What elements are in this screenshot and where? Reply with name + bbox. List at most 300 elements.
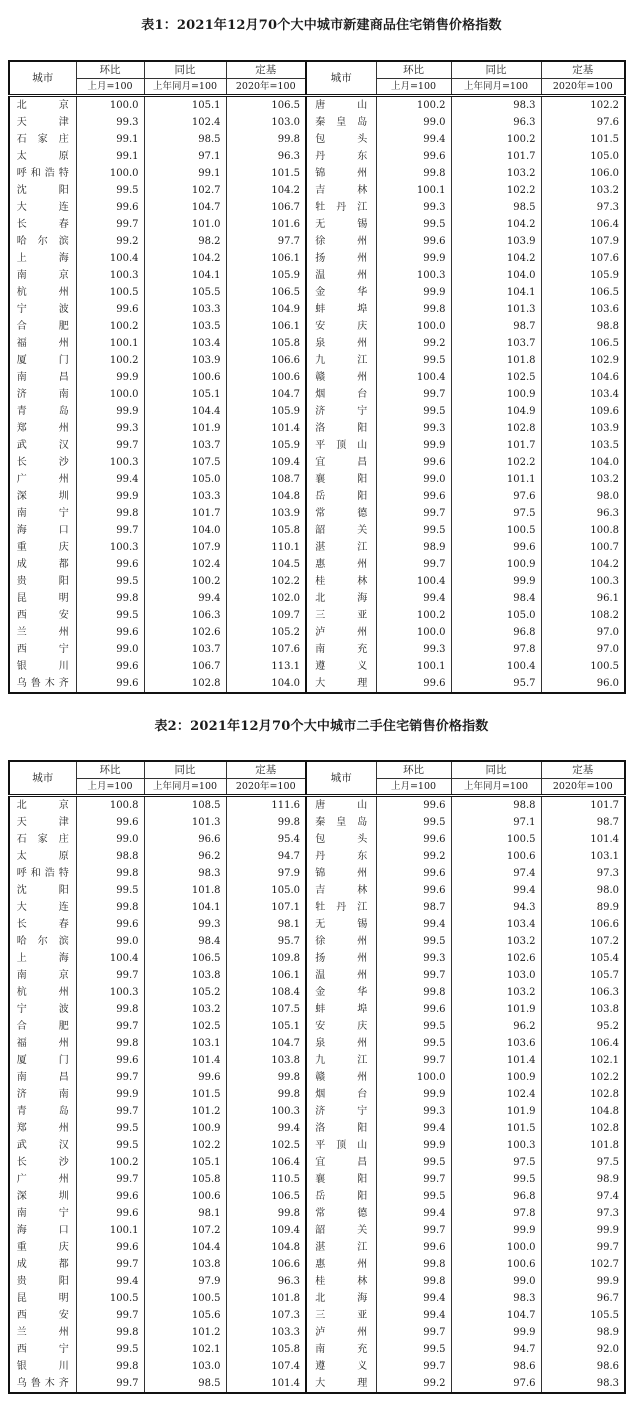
city-name: 广州: [16, 473, 69, 485]
index-yoy-value: 98.5: [451, 199, 541, 216]
index-mom-value: 100.5: [76, 1290, 144, 1307]
city-name-cell: [9, 352, 76, 369]
city-name: 遵义: [315, 660, 368, 672]
city-name: 西宁: [16, 643, 69, 655]
index-yoy-value: 106.5: [144, 950, 226, 967]
header-yoy: 同比: [144, 61, 226, 79]
city-name: 洛阳: [315, 1122, 368, 1134]
city-name-cell: [9, 658, 76, 675]
city-name: 济南: [16, 1088, 69, 1100]
index-mom-value: 99.9: [376, 1086, 451, 1103]
city-name-cell: [306, 522, 376, 539]
index-yoy-value: 98.1: [144, 1205, 226, 1222]
city-name-cell: [306, 641, 376, 658]
index-yoy-value: 103.3: [144, 301, 226, 318]
index-base-value: 107.4: [226, 1358, 306, 1375]
index-yoy-value: 100.3: [451, 1137, 541, 1154]
city-name: 金华: [315, 286, 368, 298]
city-name-cell: [306, 1273, 376, 1290]
city-name-cell: [9, 539, 76, 556]
city-name-cell: [9, 916, 76, 933]
index-yoy-value: 101.7: [451, 148, 541, 165]
city-name: 大理: [315, 677, 368, 689]
index-yoy-value: 105.5: [144, 284, 226, 301]
index-mom-value: 99.4: [376, 131, 451, 148]
city-name: 长春: [16, 918, 69, 930]
index-mom-value: 100.3: [76, 539, 144, 556]
index-yoy-value: 105.0: [144, 471, 226, 488]
index-mom-value: 99.4: [376, 916, 451, 933]
index-base-value: 104.9: [226, 301, 306, 318]
city-name-cell: [306, 165, 376, 182]
index-mom-value: 99.7: [76, 967, 144, 984]
index-base-value: 97.4: [541, 1188, 625, 1205]
city-name-cell: [306, 96, 376, 115]
city-name-cell: [9, 199, 76, 216]
index-base-value: 104.7: [226, 1035, 306, 1052]
city-name: 北京: [16, 99, 69, 111]
city-name-cell: [306, 1103, 376, 1120]
city-name: 南宁: [16, 507, 69, 519]
city-name: 平顶山: [315, 1139, 368, 1151]
city-name-cell: [9, 984, 76, 1001]
index-mom-value: 99.0: [376, 471, 451, 488]
city-name-cell: [9, 1069, 76, 1086]
city-name: 湛江: [315, 541, 368, 553]
index-base-value: 98.6: [541, 1358, 625, 1375]
index-yoy-value: 96.8: [451, 624, 541, 641]
index-base-value: 97.5: [541, 1154, 625, 1171]
city-name: 丹东: [315, 150, 368, 162]
city-name-cell: [306, 369, 376, 386]
city-name: 泉州: [315, 1037, 368, 1049]
table-row: [9, 796, 625, 815]
city-name-cell: [306, 233, 376, 250]
index-base-value: 104.2: [226, 182, 306, 199]
index-base-value: 104.0: [226, 675, 306, 693]
index-yoy-value: 100.2: [144, 573, 226, 590]
index-mom-value: 99.4: [76, 471, 144, 488]
index-yoy-value: 103.4: [144, 335, 226, 352]
index-mom-value: 99.5: [376, 522, 451, 539]
index-yoy-value: 97.8: [451, 641, 541, 658]
index-mom-value: 100.3: [76, 454, 144, 471]
index-yoy-value: 97.5: [451, 1154, 541, 1171]
index-yoy-value: 102.4: [144, 556, 226, 573]
index-mom-value: 99.9: [376, 1137, 451, 1154]
index-base-value: 109.4: [226, 454, 306, 471]
city-name-cell: [9, 1222, 76, 1239]
index-base-value: 108.7: [226, 471, 306, 488]
city-name: 呼和浩特: [16, 867, 69, 879]
index-yoy-value: 100.9: [144, 1120, 226, 1137]
index-yoy-value: 101.4: [451, 1052, 541, 1069]
index-mom-value: 99.7: [76, 1069, 144, 1086]
header-yoy-sub: 上年同月=100: [144, 779, 226, 796]
header-base: 定基: [226, 61, 306, 79]
city-name: 海口: [16, 1224, 69, 1236]
index-base-value: 106.5: [541, 284, 625, 301]
index-mom-value: 100.0: [376, 318, 451, 335]
city-name-cell: [306, 556, 376, 573]
city-name: 无锡: [315, 218, 368, 230]
index-yoy-value: 104.4: [144, 1239, 226, 1256]
index-yoy-value: 101.7: [451, 437, 541, 454]
index-yoy-value: 96.8: [451, 1188, 541, 1205]
city-name: 秦皇岛: [315, 116, 368, 128]
table-row: [9, 573, 625, 590]
index-yoy-value: 101.5: [144, 1086, 226, 1103]
city-name: 济宁: [315, 405, 368, 417]
table-row: [9, 916, 625, 933]
city-name: 石家庄: [16, 833, 69, 845]
index-yoy-value: 104.0: [144, 522, 226, 539]
city-name: 西宁: [16, 1343, 69, 1355]
index-base-value: 99.8: [226, 1069, 306, 1086]
city-name: 乌鲁木齐: [16, 677, 69, 689]
index-mom-value: 99.8: [376, 165, 451, 182]
index-yoy-value: 101.3: [451, 301, 541, 318]
city-name: 惠州: [315, 558, 368, 570]
city-name-cell: [306, 335, 376, 352]
index-mom-value: 99.6: [76, 301, 144, 318]
index-mom-value: 99.3: [376, 420, 451, 437]
table-row: [9, 1205, 625, 1222]
index-mom-value: 99.5: [376, 1018, 451, 1035]
index-base-value: 97.0: [541, 641, 625, 658]
city-name-cell: [9, 233, 76, 250]
index-base-value: 100.5: [541, 658, 625, 675]
index-mom-value: 99.6: [76, 624, 144, 641]
index-yoy-value: 102.2: [144, 1137, 226, 1154]
index-base-value: 97.6: [541, 114, 625, 131]
table-row: [9, 624, 625, 641]
table-row: [9, 182, 625, 199]
city-name: 厦门: [16, 1054, 69, 1066]
index-yoy-value: 102.8: [144, 675, 226, 693]
index-yoy-value: 98.3: [144, 865, 226, 882]
index-mom-value: 99.1: [76, 148, 144, 165]
city-name-cell: [306, 950, 376, 967]
index-yoy-value: 101.9: [451, 1103, 541, 1120]
index-mom-value: 100.0: [76, 386, 144, 403]
city-name: 三亚: [315, 609, 368, 621]
index-yoy-value: 101.9: [144, 420, 226, 437]
city-name: 烟台: [315, 388, 368, 400]
table-row: [9, 814, 625, 831]
city-name-cell: [9, 1001, 76, 1018]
index-base-value: 105.8: [226, 1341, 306, 1358]
index-base-value: 106.1: [226, 967, 306, 984]
city-name: 襄阳: [315, 473, 368, 485]
index-yoy-value: 103.2: [451, 933, 541, 950]
index-base-value: 92.0: [541, 1341, 625, 1358]
index-yoy-value: 105.1: [144, 386, 226, 403]
index-base-value: 97.9: [226, 865, 306, 882]
index-yoy-value: 94.3: [451, 899, 541, 916]
table-row: [9, 899, 625, 916]
table-row: [9, 471, 625, 488]
index-yoy-value: 100.9: [451, 386, 541, 403]
index-mom-value: 99.6: [76, 1205, 144, 1222]
header-base: 定基: [226, 761, 306, 779]
index-base-value: 106.6: [226, 352, 306, 369]
city-name-cell: [9, 796, 76, 815]
city-name: 宁波: [16, 303, 69, 315]
index-yoy-value: 98.3: [451, 96, 541, 115]
city-name: 遵义: [315, 1360, 368, 1372]
index-yoy-value: 99.6: [144, 1069, 226, 1086]
index-mom-value: 99.7: [376, 556, 451, 573]
index-mom-value: 99.9: [76, 488, 144, 505]
city-name-cell: [306, 1069, 376, 1086]
index-mom-value: 99.8: [76, 1358, 144, 1375]
city-name: 昆明: [16, 592, 69, 604]
index-base-value: 101.5: [226, 165, 306, 182]
city-name: 岳阳: [315, 1190, 368, 1202]
index-mom-value: 99.3: [76, 114, 144, 131]
index-yoy-value: 101.2: [144, 1103, 226, 1120]
index-yoy-value: 98.8: [451, 796, 541, 815]
index-yoy-value: 103.2: [144, 1001, 226, 1018]
index-base-value: 104.7: [226, 386, 306, 403]
city-name-cell: [9, 950, 76, 967]
city-name: 九江: [315, 1054, 368, 1066]
index-yoy-value: 99.3: [144, 916, 226, 933]
index-base-value: 103.9: [541, 420, 625, 437]
index-base-value: 109.4: [226, 1222, 306, 1239]
index-mom-value: 100.0: [76, 96, 144, 115]
city-name: 赣州: [315, 371, 368, 383]
index-base-value: 96.7: [541, 1290, 625, 1307]
index-yoy-value: 104.9: [451, 403, 541, 420]
index-mom-value: 100.0: [376, 624, 451, 641]
index-base-value: 96.3: [541, 505, 625, 522]
header-base-sub: 2020年=100: [226, 79, 306, 96]
city-name: 北海: [315, 592, 368, 604]
index-mom-value: 98.9: [376, 539, 451, 556]
city-name-cell: [306, 1018, 376, 1035]
city-name-cell: [9, 1120, 76, 1137]
city-name: 福州: [16, 337, 69, 349]
index-mom-value: 100.8: [76, 796, 144, 815]
city-name: 哈尔滨: [16, 235, 69, 247]
city-name-cell: [306, 1239, 376, 1256]
index-mom-value: 99.6: [76, 658, 144, 675]
index-yoy-value: 96.6: [144, 831, 226, 848]
index-mom-value: 100.2: [376, 96, 451, 115]
index-base-value: 102.2: [541, 1069, 625, 1086]
index-base-value: 106.1: [226, 318, 306, 335]
index-mom-value: 99.6: [76, 916, 144, 933]
city-name-cell: [306, 114, 376, 131]
city-name: 天津: [16, 116, 69, 128]
table-row: [9, 335, 625, 352]
index-base-value: 106.5: [541, 335, 625, 352]
table-row: [9, 318, 625, 335]
index-mom-value: 99.8: [376, 1273, 451, 1290]
index-mom-value: 99.9: [76, 369, 144, 386]
index-mom-value: 99.6: [376, 882, 451, 899]
index-base-value: 103.8: [541, 1001, 625, 1018]
table-row: [9, 1035, 625, 1052]
index-yoy-value: 103.2: [451, 984, 541, 1001]
index-yoy-value: 100.6: [144, 369, 226, 386]
city-name-cell: [9, 590, 76, 607]
index-mom-value: 99.4: [376, 590, 451, 607]
table-row: [9, 1239, 625, 1256]
index-mom-value: 99.5: [376, 1154, 451, 1171]
header-mom-sub: 上月=100: [376, 779, 451, 796]
index-yoy-value: 103.4: [451, 916, 541, 933]
index-base-value: 95.4: [226, 831, 306, 848]
header-row-main: [9, 761, 625, 779]
city-name: 石家庄: [16, 133, 69, 145]
table-row: [9, 267, 625, 284]
index-yoy-value: 104.7: [144, 199, 226, 216]
index-mom-value: 100.0: [376, 1069, 451, 1086]
index-mom-value: 99.5: [76, 182, 144, 199]
city-name-cell: [9, 488, 76, 505]
city-name-cell: [306, 865, 376, 882]
index-mom-value: 99.6: [376, 1239, 451, 1256]
index-yoy-value: 100.4: [451, 658, 541, 675]
index-base-value: 106.4: [541, 216, 625, 233]
table-row: [9, 848, 625, 865]
city-name: 桂林: [315, 1275, 368, 1287]
city-name: 秦皇岛: [315, 816, 368, 828]
city-name-cell: [9, 1154, 76, 1171]
city-name: 大连: [16, 901, 69, 913]
index-yoy-value: 104.1: [144, 899, 226, 916]
city-name: 呼和浩特: [16, 167, 69, 179]
index-base-value: 99.8: [226, 1086, 306, 1103]
index-base-value: 97.0: [541, 624, 625, 641]
table-row: [9, 539, 625, 556]
city-name-cell: [9, 967, 76, 984]
city-name-cell: [306, 831, 376, 848]
city-name-cell: [9, 216, 76, 233]
index-yoy-value: 98.2: [144, 233, 226, 250]
header-mom-sub: 上月=100: [76, 779, 144, 796]
header-yoy: 同比: [144, 761, 226, 779]
table-row: [9, 658, 625, 675]
index-mom-value: 99.6: [376, 454, 451, 471]
index-yoy-value: 98.7: [451, 318, 541, 335]
city-name: 兰州: [16, 1326, 69, 1338]
index-base-value: 97.3: [541, 199, 625, 216]
index-yoy-value: 100.5: [144, 1290, 226, 1307]
header-yoy-sub: 上年同月=100: [451, 779, 541, 796]
index-yoy-value: 104.7: [451, 1307, 541, 1324]
city-name-cell: [9, 1375, 76, 1393]
index-mom-value: 99.5: [376, 1341, 451, 1358]
index-yoy-value: 98.6: [451, 1358, 541, 1375]
city-name: 青岛: [16, 1105, 69, 1117]
city-name: 合肥: [16, 320, 69, 332]
table-row: [9, 420, 625, 437]
city-name-cell: [9, 284, 76, 301]
index-yoy-value: 100.5: [451, 522, 541, 539]
index-yoy-value: 103.2: [451, 165, 541, 182]
city-name: 桂林: [315, 575, 368, 587]
city-name-cell: [9, 675, 76, 693]
index-base-value: 97.7: [226, 233, 306, 250]
index-mom-value: 99.7: [76, 1256, 144, 1273]
city-name: 韶关: [315, 1224, 368, 1236]
index-base-value: 99.8: [226, 1205, 306, 1222]
index-yoy-value: 97.6: [451, 1375, 541, 1393]
table-row: [9, 216, 625, 233]
table-row: [9, 505, 625, 522]
city-name-cell: [9, 1188, 76, 1205]
city-name-cell: [9, 1341, 76, 1358]
index-base-value: 98.0: [541, 882, 625, 899]
city-name-cell: [306, 1341, 376, 1358]
city-name-cell: [9, 1103, 76, 1120]
index-mom-value: 99.4: [376, 1307, 451, 1324]
index-yoy-value: 107.5: [144, 454, 226, 471]
index-yoy-value: 101.3: [144, 814, 226, 831]
city-name-cell: [9, 250, 76, 267]
index-yoy-value: 104.1: [451, 284, 541, 301]
city-name-cell: [306, 267, 376, 284]
index-mom-value: 99.7: [376, 505, 451, 522]
index-yoy-value: 105.8: [144, 1171, 226, 1188]
city-name-cell: [9, 1052, 76, 1069]
index-base-value: 105.8: [226, 335, 306, 352]
table-row: [9, 114, 625, 131]
table-row: [9, 984, 625, 1001]
index-yoy-value: 104.1: [144, 267, 226, 284]
index-yoy-value: 98.5: [144, 131, 226, 148]
city-name-cell: [306, 1086, 376, 1103]
index-yoy-value: 98.4: [451, 590, 541, 607]
index-base-value: 100.3: [541, 573, 625, 590]
city-name-cell: [306, 984, 376, 1001]
header-mom: 环比: [76, 61, 144, 79]
city-name: 宜昌: [315, 456, 368, 468]
index-yoy-value: 97.9: [144, 1273, 226, 1290]
header-city: 城市: [306, 61, 376, 96]
index-mom-value: 99.8: [76, 1001, 144, 1018]
table-row: [9, 1052, 625, 1069]
index-base-value: 101.4: [226, 420, 306, 437]
index-yoy-value: 99.0: [451, 1273, 541, 1290]
index-mom-value: 99.3: [76, 420, 144, 437]
index-mom-value: 99.3: [376, 199, 451, 216]
index-mom-value: 99.5: [376, 814, 451, 831]
city-name-cell: [306, 403, 376, 420]
index-mom-value: 99.7: [76, 1171, 144, 1188]
city-name-cell: [9, 882, 76, 899]
city-name: 温州: [315, 269, 368, 281]
index-mom-value: 99.8: [76, 1324, 144, 1341]
header-mom: 环比: [76, 761, 144, 779]
table-row: [9, 1324, 625, 1341]
index-mom-value: 99.6: [76, 1188, 144, 1205]
index-base-value: 105.1: [226, 1018, 306, 1035]
city-name: 长春: [16, 218, 69, 230]
index-base-value: 108.4: [226, 984, 306, 1001]
index-yoy-value: 100.2: [451, 131, 541, 148]
index-base-value: 111.6: [226, 796, 306, 815]
city-name: 锦州: [315, 867, 368, 879]
index-base-value: 103.2: [541, 471, 625, 488]
city-name-cell: [9, 1137, 76, 1154]
index-mom-value: 99.7: [76, 522, 144, 539]
city-name: 南京: [16, 969, 69, 981]
